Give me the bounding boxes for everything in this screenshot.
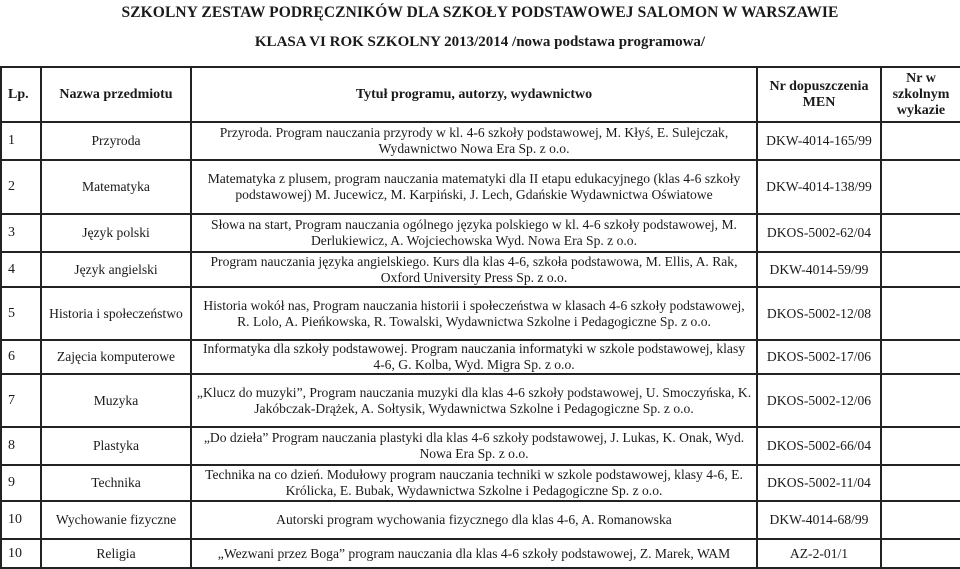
table-header-row: [1, 67, 960, 122]
subject-name: Historia i społeczeństwo: [41, 287, 191, 340]
header-nr-w: Nr w szkolnym wykazie: [881, 67, 960, 122]
program-title: „Klucz do muzyki”, Program nauczania muzyki dla klas 4-6 szkoły podstawowej, U. Smoczyńska, K. Jakóbczak-Drążek, A. Sołtysik, Wydawnictwa Szkolne i Pedagogiczne Sp. z o.o.: [191, 374, 757, 427]
approval-number: DKOS-5002-12/06: [757, 374, 881, 427]
subject-name: Wychowanie fizyczne: [41, 501, 191, 539]
table-row: [1, 427, 960, 465]
approval-number: DKW-4014-59/99: [757, 252, 881, 287]
subject-name: Matematyka: [41, 160, 191, 214]
header-nr: Nr dopuszczenia MEN: [757, 67, 881, 122]
table-row: [1, 122, 960, 160]
row-number: 9: [1, 465, 41, 501]
program-title: Technika na co dzień. Modułowy program nauczania techniki w szkole podstawowej, klasy 4-6, E. Królicka, E. Bubak, Wydawnictwa Szkolne i Pedagogiczne Sp. z o.o.: [191, 465, 757, 501]
row-number: 5: [1, 287, 41, 340]
program-title: „Wezwani przez Boga” program nauczania dla klas 4-6 szkoły podstawowej, Z. Marek, WAM: [191, 539, 757, 568]
school-list-number: [881, 374, 960, 427]
subject-name: Język angielski: [41, 252, 191, 287]
approval-number: DKOS-5002-62/04: [757, 214, 881, 252]
table-row: [1, 539, 960, 568]
row-number: 7: [1, 374, 41, 427]
subject-name: Plastyka: [41, 427, 191, 465]
approval-number: DKOS-5002-11/04: [757, 465, 881, 501]
row-number: 2: [1, 160, 41, 214]
school-list-number: [881, 501, 960, 539]
table-row: [1, 214, 960, 252]
table-row: [1, 252, 960, 287]
header-lp: Lp.: [1, 67, 41, 122]
subject-name: Język polski: [41, 214, 191, 252]
approval-number: DKOS-5002-17/06: [757, 340, 881, 374]
table-row: [1, 160, 960, 214]
row-number: 8: [1, 427, 41, 465]
approval-number: DKW-4014-165/99: [757, 122, 881, 160]
row-number: 4: [1, 252, 41, 287]
textbook-table: [0, 66, 960, 569]
row-number: 10: [1, 539, 41, 568]
program-title: Matematyka z plusem, program nauczania matematyki dla II etapu edukacyjnego (klas 4-6 szkoły podstawowej) M. Jucewicz, M. Karpiński, J. Lech, Gdańskie Wydawnictwa Oświatowe: [191, 160, 757, 214]
school-list-number: [881, 465, 960, 501]
program-title: Autorski program wychowania fizycznego dla klas 4-6, A. Romanowska: [191, 501, 757, 539]
program-title: Program nauczania języka angielskiego. Kurs dla klas 4-6, szkoła podstawowa, M. Ellis, A. Rak, Oxford University Press Sp. z o.o.: [191, 252, 757, 287]
school-list-number: [881, 252, 960, 287]
approval-number: DKOS-5002-12/08: [757, 287, 881, 340]
subject-name: Muzyka: [41, 374, 191, 427]
school-list-number: [881, 340, 960, 374]
school-list-number: [881, 214, 960, 252]
table-row: [1, 501, 960, 539]
table-row: [1, 374, 960, 427]
approval-number: DKW-4014-68/99: [757, 501, 881, 539]
approval-number: DKW-4014-138/99: [757, 160, 881, 214]
school-list-number: [881, 539, 960, 568]
subject-name: Religia: [41, 539, 191, 568]
subject-name: Zajęcia komputerowe: [41, 340, 191, 374]
row-number: 10: [1, 501, 41, 539]
approval-number: DKOS-5002-66/04: [757, 427, 881, 465]
row-number: 3: [1, 214, 41, 252]
document-title: SZKOLNY ZESTAW PODRĘCZNIKÓW DLA SZKOŁY PODSTAWOWEJ SALOMON W WARSZAWIE: [121, 4, 839, 21]
header-program: Tytuł programu, autorzy, wydawnictwo: [191, 67, 757, 122]
subject-name: Przyroda: [41, 122, 191, 160]
program-title: Historia wokół nas, Program nauczania historii i społeczeństwa w klasach 4-6 szkoły podstawowej, R. Lolo, A. Pieńkowska, R. Towalski, Wydawnictwa Szkolne i Pedagogiczne Sp. z o.o.: [191, 287, 757, 340]
table-row: [1, 287, 960, 340]
program-title: Przyroda. Program nauczania przyrody w kl. 4-6 szkoły podstawowej, M. Kłyś, E. Sulejczak, Wydawnictwo Nowa Era Sp. z o.o.: [191, 122, 757, 160]
row-number: 6: [1, 340, 41, 374]
school-list-number: [881, 427, 960, 465]
approval-number: AZ-2-01/1: [757, 539, 881, 568]
header-subject: Nazwa przedmiotu: [41, 67, 191, 122]
program-title: Informatyka dla szkoły podstawowej. Program nauczania informatyki w szkole podstawowej, klasy 4-6, G. Kolba, Wyd. Migra Sp. z o.o.: [191, 340, 757, 374]
document-subtitle: KLASA VI ROK SZKOLNY 2013/2014 /nowa podstawa programowa/: [254, 34, 706, 50]
program-title: „Do dzieła” Program nauczania plastyki dla klas 4-6 szkoły podstawowej, J. Lukas, K. Onak, Wyd. Nowa Era Sp. z o.o.: [191, 427, 757, 465]
school-list-number: [881, 287, 960, 340]
row-number: 1: [1, 122, 41, 160]
program-title: Słowa na start, Program nauczania ogólnego języka polskiego w kl. 4-6 szkoły podstawowej, M. Derlukiewicz, A. Wojciechowska Wyd. Nowa Era Sp. z o.o.: [191, 214, 757, 252]
subject-name: Technika: [41, 465, 191, 501]
school-list-number: [881, 160, 960, 214]
school-list-number: [881, 122, 960, 160]
table-row: [1, 340, 960, 374]
table-row: [1, 465, 960, 501]
